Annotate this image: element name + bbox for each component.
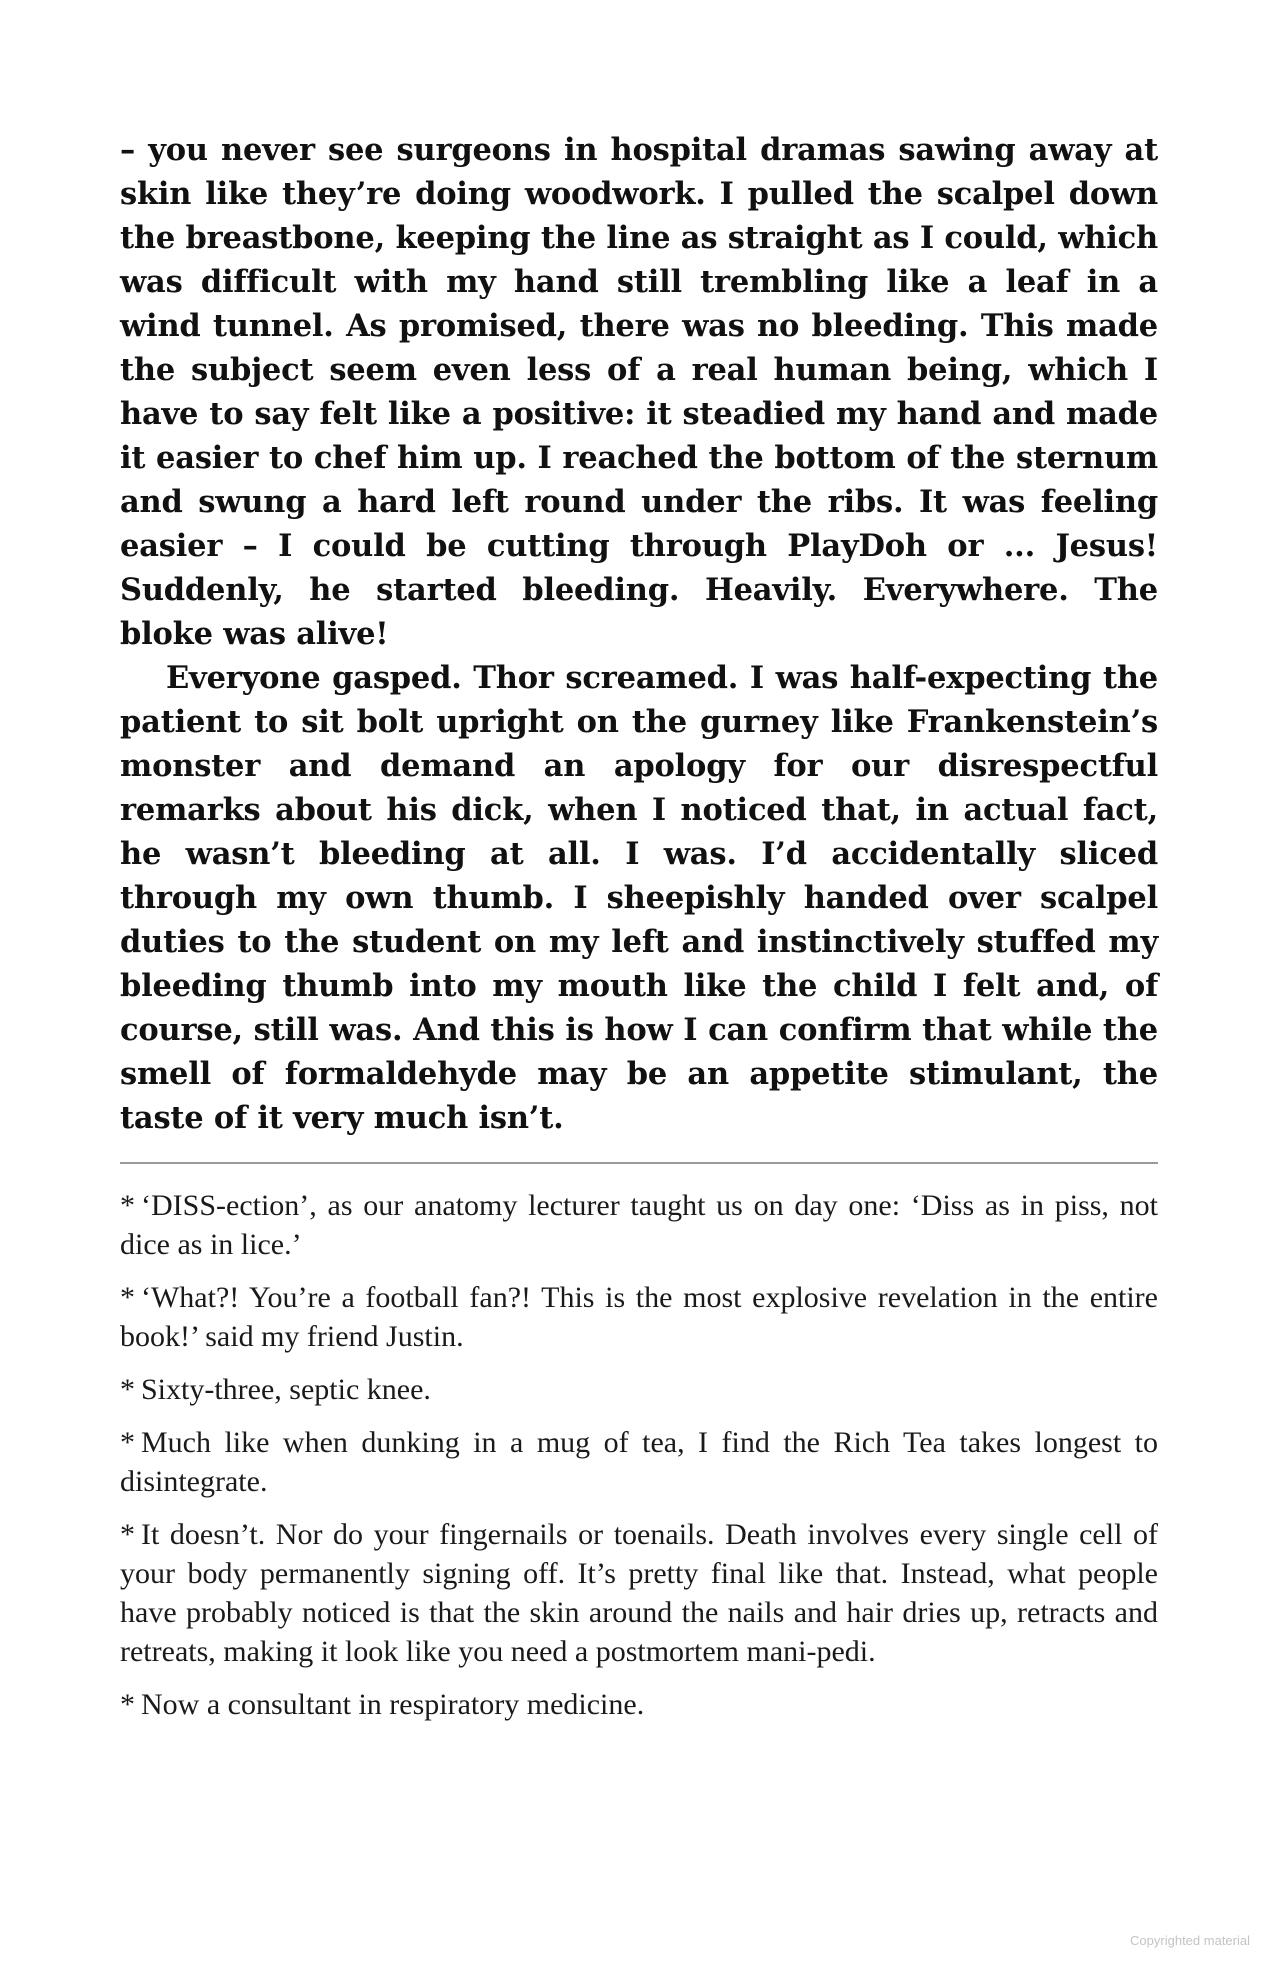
footnote-2 — [120, 1278, 1158, 1356]
footnote-text: Much like when dunking in a mug of tea, I find the Rich Tea takes longest to disintegrate. — [120, 1426, 1158, 1498]
footnote-text: Sixty-three, septic knee. — [141, 1373, 431, 1406]
footnote-4 — [120, 1423, 1158, 1501]
footnote-marker: * — [120, 1189, 135, 1222]
footnote-text: ‘DISS-ection’, as our anatomy lecturer taught us on day one: ‘Diss as in piss, not dice as in lice.’ — [120, 1189, 1158, 1261]
footnote-text: Now a consultant in respiratory medicine. — [141, 1688, 645, 1721]
footnote-6 — [120, 1685, 1158, 1724]
copyright-watermark: Copyrighted material — [1130, 1933, 1250, 1948]
footnote-text: ‘What?! You’re a football fan?! This is the most explosive revelation in the entire book!’ said my friend Justin. — [120, 1281, 1158, 1353]
footnote-3 — [120, 1370, 1158, 1409]
footnote-marker: * — [120, 1518, 135, 1551]
footnote-5 — [120, 1515, 1158, 1671]
footnote-divider — [120, 1162, 1158, 1164]
body-paragraph-1: – you never see surgeons in hospital dramas sawing away at skin like they’re doing woodwork. I pulled the scalpel down the breastbone, keeping the line as straight as I could, which was difficult with my hand still trembling like a leaf in a wind tunnel. As promised, there was no bleeding. This made the subject seem even less of a real human being, which I have to say felt like a positive: it steadied my hand and made it easier to chef him up. I reached the bottom of the sternum and swung a hard left round under the ribs. It was feeling easier – I could be cutting through PlayDoh or ... Jesus! Suddenly, he started bleeding. Heavily. Everywhere. The bloke was alive! — [120, 132, 1158, 652]
footnote-marker: * — [120, 1426, 135, 1459]
footnote-1 — [120, 1186, 1158, 1264]
body-paragraph-2: Everyone gasped. Thor screamed. I was half-expecting the patient to sit bolt upright on the gurney like Frankenstein’s monster and demand an apology for our disrespectful remarks about his dick, when I noticed that, in actual fact, he wasn’t bleeding at all. I was. I’d accidentally sliced through my own thumb. I sheepishly handed over scalpel duties to the student on my left and instinctively stuffed my bleeding thumb into my mouth like the child I felt and, of course, still was. And this is how I can confirm that while the smell of formaldehyde may be an appetite stimulant, the taste of it very much isn’t. — [120, 660, 1158, 1136]
footnotes-section — [120, 1186, 1158, 1738]
footnote-marker: * — [120, 1688, 135, 1721]
footnote-marker: * — [120, 1373, 135, 1406]
main-body-text — [120, 128, 1158, 1140]
footnote-text: It doesn’t. Nor do your fingernails or toenails. Death involves every single cell of your body permanently signing off. It’s pretty final like that. Instead, what people have probably noticed is that the skin around the nails and hair dries up, retracts and retreats, making it look like you need a postmortem mani-pedi. — [120, 1518, 1158, 1668]
footnote-marker: * — [120, 1281, 135, 1314]
